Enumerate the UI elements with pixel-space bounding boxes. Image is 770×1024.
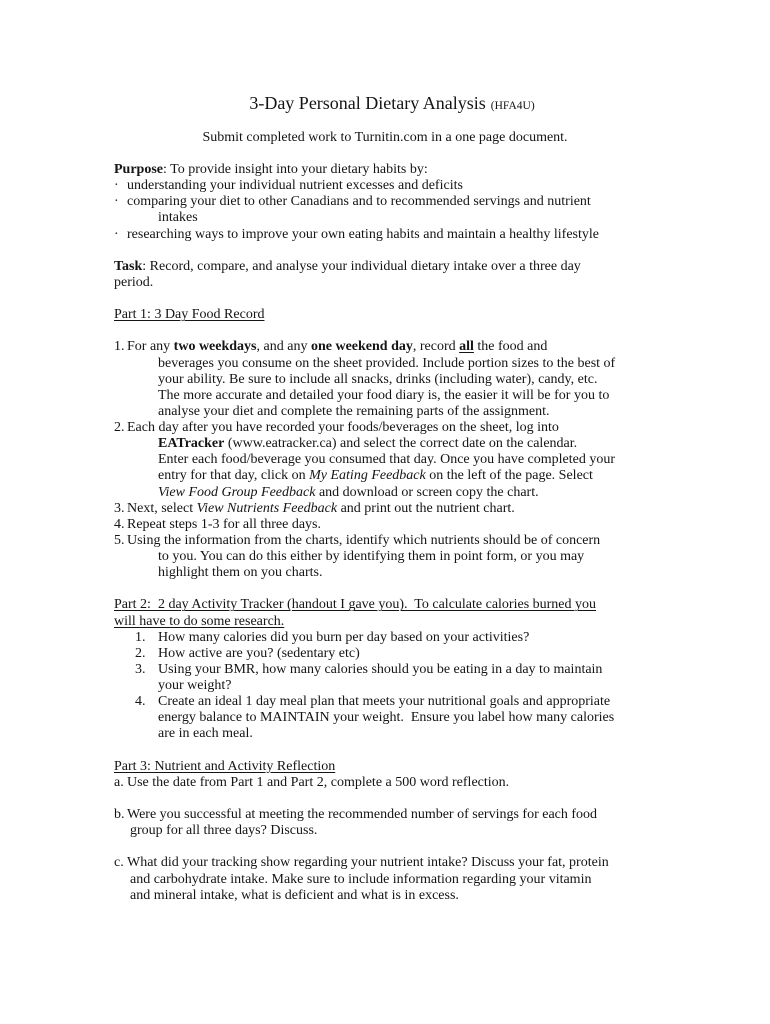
document-body: [114, 162, 754, 904]
purpose-bullet: [114, 178, 754, 194]
spacer: [114, 323, 754, 339]
part3-heading-text: Part 3: Nutrient and Activity Reflection: [114, 758, 336, 774]
part1-heading-text: Part 1: 3 Day Food Record: [114, 307, 265, 323]
step-italic: View Food Group Feedback: [158, 484, 316, 500]
question-number: 4.: [135, 694, 146, 710]
step-continuation: [114, 356, 754, 372]
step-emphasis: one weekend day: [310, 339, 413, 355]
step-text: the food and: [473, 339, 548, 355]
step-text: analyse your diet and complete the remaining parts of the assignment.: [158, 403, 550, 419]
part3-item-b: [114, 807, 754, 823]
part1-heading: [114, 307, 754, 323]
step-continuation: [114, 468, 754, 484]
part2-heading: [114, 614, 754, 630]
purpose-label: Purpose: [114, 162, 163, 177]
purpose-bullet-text: intakes: [158, 210, 198, 226]
step-number: 3.: [114, 500, 125, 516]
purpose-bullet-text: researching ways to improve your own eating habits and maintain a healthy lifestyle: [127, 226, 599, 242]
step-text: to you. You can do this either by identifying them in point form, or you may: [158, 549, 585, 564]
step-text: , record: [412, 339, 460, 355]
question-number: 3.: [135, 661, 146, 677]
question-text: How many calories did you burn per day based on your activities?: [158, 629, 530, 645]
course-code: (HFA4U): [490, 100, 535, 112]
question-continuation: [114, 726, 754, 742]
spacer: [114, 581, 754, 597]
step-emphasis: all: [459, 339, 474, 355]
bullet-glyph: ·: [114, 178, 119, 194]
part2-heading: [114, 597, 754, 613]
step-text: highlight them on you charts.: [158, 565, 323, 581]
part3-heading: [114, 759, 754, 775]
question-text: Create an ideal 1 day meal plan that meets your nutritional goals and appropriate: [158, 694, 611, 710]
purpose-bullet-text: comparing your diet to other Canadians and to recommended servings and nutrient: [127, 194, 591, 210]
step-text: your ability. Be sure to include all snacks, drinks (including water), candy, etc.: [158, 371, 598, 387]
question-text: Using your BMR, how many calories should you be eating in a day to maintain: [158, 661, 603, 677]
step-text: , and any: [256, 339, 311, 355]
step-continuation: [114, 372, 754, 388]
task-label: Task: [114, 258, 143, 274]
step-text: and print out the nutrient chart.: [337, 500, 515, 516]
submission-note: Submit completed work to Turnitin.com in a one page document.: [202, 130, 568, 145]
step-italic: View Nutrients Feedback: [196, 500, 338, 516]
step-continuation: [114, 549, 754, 565]
item-text: and carbohydrate intake. Make sure to include information regarding your vitamin: [130, 871, 592, 887]
spacer: [114, 839, 754, 855]
purpose-bullet: [114, 194, 754, 210]
question-continuation: [114, 710, 754, 726]
task-text: period.: [114, 274, 154, 290]
step-text: (www.eatracker.ca) and select the correct date on the calendar.: [224, 436, 578, 452]
step-italic: My Eating Feedback: [309, 468, 426, 484]
question-text: your weight?: [158, 678, 232, 693]
item-continuation: [114, 823, 754, 839]
question-text: are in each meal.: [158, 726, 253, 742]
bullet-glyph: ·: [114, 194, 119, 210]
step-number: 2.: [114, 420, 125, 435]
step-continuation: [114, 452, 754, 468]
question-text: energy balance to MAINTAIN your weight. Ensure you label how many calories: [158, 710, 615, 726]
purpose-bullet: [114, 227, 754, 243]
item-text: What did your tracking show regarding your nutrient intake? Discuss your fat, protein: [127, 855, 609, 871]
step-continuation: [114, 485, 754, 501]
purpose-bullet-continuation: [114, 210, 754, 226]
part2-question-4: [114, 694, 754, 710]
task-line: [114, 275, 754, 291]
step-text: For any: [127, 339, 174, 355]
spacer: [114, 743, 754, 759]
step-emphasis: two weekdays: [173, 339, 257, 355]
task-line: [114, 259, 754, 275]
part3-item-a: [114, 775, 754, 791]
step-number: 1.: [114, 339, 125, 355]
step-text: beverages you consume on the sheet provided. Include portion sizes to the best of: [158, 355, 616, 371]
question-text: How active are you? (sedentary etc): [158, 645, 360, 661]
item-text: group for all three days? Discuss.: [130, 823, 318, 839]
part2-heading-text: will have to do some research.: [114, 613, 285, 629]
part1-step-1: [114, 339, 754, 355]
part1-step-2: [114, 420, 754, 436]
step-text: The more accurate and detailed your food diary is, the easier it will be for you to: [158, 387, 610, 403]
step-text: on the left of the page. Select: [425, 468, 593, 484]
item-letter: c.: [114, 855, 124, 871]
task-text: : Record, compare, and analyse your individual dietary intake over a three day: [142, 258, 581, 274]
part2-heading-text: Part 2: 2 day Activity Tracker (handout I gave you). To calculate calories burned you: [114, 597, 597, 613]
part2-question-3: [114, 662, 754, 678]
item-continuation: [114, 872, 754, 888]
step-continuation: [114, 404, 754, 420]
step-emphasis: EATracker: [158, 436, 225, 452]
purpose-line: [114, 162, 754, 178]
step-continuation: [114, 565, 754, 581]
part2-question-2: [114, 646, 754, 662]
step-number: 4.: [114, 516, 125, 532]
purpose-bullet-text: understanding your individual nutrient excesses and deficits: [127, 178, 463, 194]
title-row: [0, 91, 770, 118]
spacer: [114, 791, 754, 807]
part3-item-c: [114, 855, 754, 871]
step-text: Enter each food/beverage you consumed that day. Once you have completed your: [158, 452, 616, 468]
item-text: Were you successful at meeting the recommended number of servings for each food: [127, 807, 598, 822]
step-text: Each day after you have recorded your foods/beverages on the sheet, log into: [127, 420, 559, 435]
spacer: [114, 243, 754, 259]
question-number: 2.: [135, 645, 146, 661]
purpose-intro: : To provide insight into your dietary habits by:: [163, 162, 428, 177]
question-number: 1.: [135, 629, 146, 645]
item-letter: a.: [114, 774, 124, 790]
part1-step-4: [114, 517, 754, 533]
step-continuation: [114, 388, 754, 404]
item-text: Use the date from Part 1 and Part 2, complete a 500 word reflection.: [127, 774, 510, 790]
step-number: 5.: [114, 532, 125, 548]
step-continuation: [114, 436, 754, 452]
item-continuation: [114, 888, 754, 904]
step-text: and download or screen copy the chart.: [315, 484, 539, 500]
item-text: and mineral intake, what is deficient and what is in excess.: [130, 887, 459, 903]
step-text: entry for that day, click on: [158, 468, 310, 484]
spacer: [114, 291, 754, 307]
part2-question-1: [114, 630, 754, 646]
item-letter: b.: [114, 807, 125, 822]
step-text: Using the information from the charts, identify which nutrients should be of concern: [127, 532, 601, 548]
question-continuation: [114, 678, 754, 694]
part1-step-5: [114, 533, 754, 549]
bullet-glyph: ·: [114, 226, 119, 242]
step-text: Next, select: [127, 500, 197, 516]
document-title: 3-Day Personal Dietary Analysis: [249, 93, 486, 113]
part1-step-3: [114, 501, 754, 517]
step-text: Repeat steps 1-3 for all three days.: [127, 516, 321, 532]
